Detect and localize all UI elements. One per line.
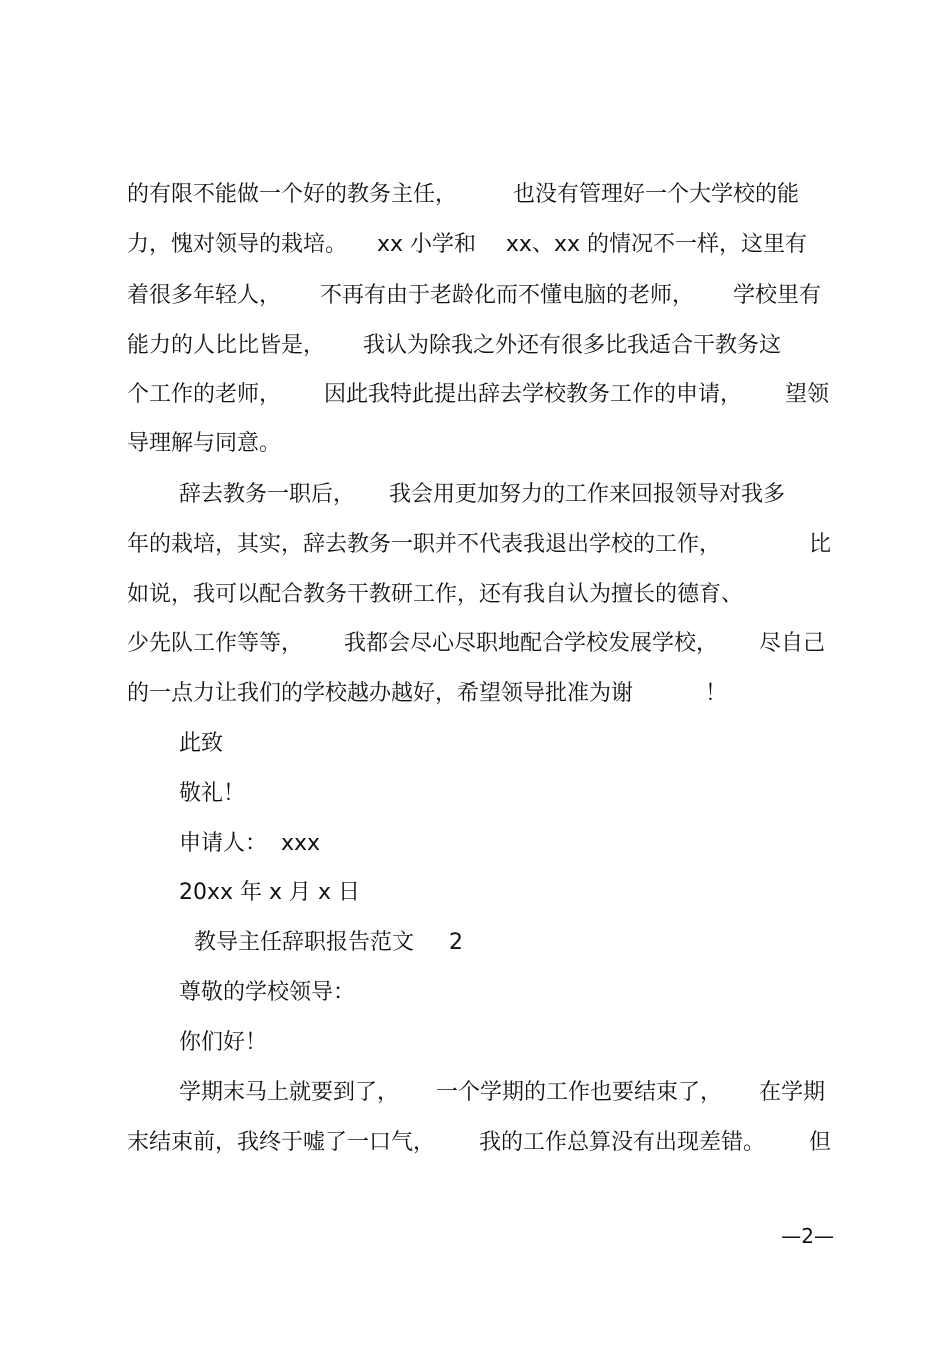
text-segment: 比 <box>808 532 831 557</box>
text-segment: 着很多年轻人， <box>127 283 282 308</box>
text-segment: 尽自己 <box>758 631 825 656</box>
text-segment: 年的栽培，其实，辞去教务一职并不代表我退出学校的工作， <box>127 532 722 557</box>
text-segment: 的一点力让我们的学校越办越好，希望领导批准为谢 <box>127 681 634 706</box>
paragraph-1-line-2 <box>127 228 807 262</box>
paragraph-3-line-1 <box>179 1076 825 1110</box>
text-segment: ！ <box>704 681 727 706</box>
text-segment: 末结束前，我终于嘘了一口气， <box>127 1130 436 1155</box>
text-segment: 我认为除我之外还有很多比我适合干教务这 <box>362 333 781 358</box>
date-line: 20xx 年 x 月 x 日 <box>179 880 361 905</box>
greeting: 你们好！ <box>179 1030 268 1055</box>
text-segment: 我会用更加努力的工作来回报领导对我多 <box>388 482 785 507</box>
page-number: —2— <box>781 1224 834 1248</box>
text-segment: 个工作的老师， <box>127 382 282 407</box>
section-title: 教导主任辞职报告范文 2 <box>194 930 463 955</box>
text-segment: 力，愧对领导的栽培。 <box>127 232 348 257</box>
text-segment: 一个学期的工作也要结束了， <box>435 1080 722 1105</box>
text-segment: 学期末马上就要到了， <box>179 1080 400 1105</box>
text-segment: 学校里有 <box>732 283 821 308</box>
text-segment: 能力的人比比皆是， <box>127 333 326 358</box>
text-segment: 在学期 <box>758 1080 825 1105</box>
text-segment: 因此我特此提出辞去学校教务工作的申请， <box>323 382 742 407</box>
paragraph-2-line-5 <box>127 677 727 711</box>
text-segment: 但 <box>808 1130 831 1155</box>
paragraph-1-line-5 <box>127 378 829 412</box>
text-segment: 我都会尽心尽职地配合学校发展学校， <box>343 631 718 656</box>
paragraph-1-line-1 <box>127 178 799 212</box>
text-segment: 辞去教务一职后， <box>179 482 356 507</box>
applicant-line: 申请人： xxx <box>179 831 321 856</box>
text-segment: 我的工作总算没有出现差错。 <box>478 1130 765 1155</box>
paragraph-2-line-3: 如说，我可以配合教务干教研工作，还有我自认为擅长的德育、 <box>127 582 744 607</box>
paragraph-2-line-2 <box>127 528 831 562</box>
paragraph-3-line-2 <box>127 1126 831 1160</box>
paragraph-2-line-1 <box>179 478 785 512</box>
text-segment: xx 小学和 <box>376 232 476 257</box>
text-segment: xx、xx 的情况不一样，这里有 <box>505 232 807 257</box>
text-segment: 也没有管理好一个大学校的能 <box>512 182 799 207</box>
salutation: 尊敬的学校领导： <box>179 980 356 1005</box>
paragraph-2-line-4 <box>127 627 825 661</box>
paragraph-1-line-4 <box>127 329 781 363</box>
paragraph-1-line-6: 导理解与同意。 <box>127 431 282 456</box>
text-segment: 的有限不能做一个好的教务主任， <box>127 182 458 207</box>
text-segment: 不再有由于老龄化而不懂电脑的老师， <box>319 283 694 308</box>
paragraph-1-line-3 <box>127 279 821 313</box>
text-segment: 望领 <box>784 382 829 407</box>
closing-jing-li: 敬礼！ <box>179 781 246 806</box>
closing-ci-zhi: 此致 <box>179 731 224 756</box>
text-segment: 少先队工作等等， <box>127 631 304 656</box>
